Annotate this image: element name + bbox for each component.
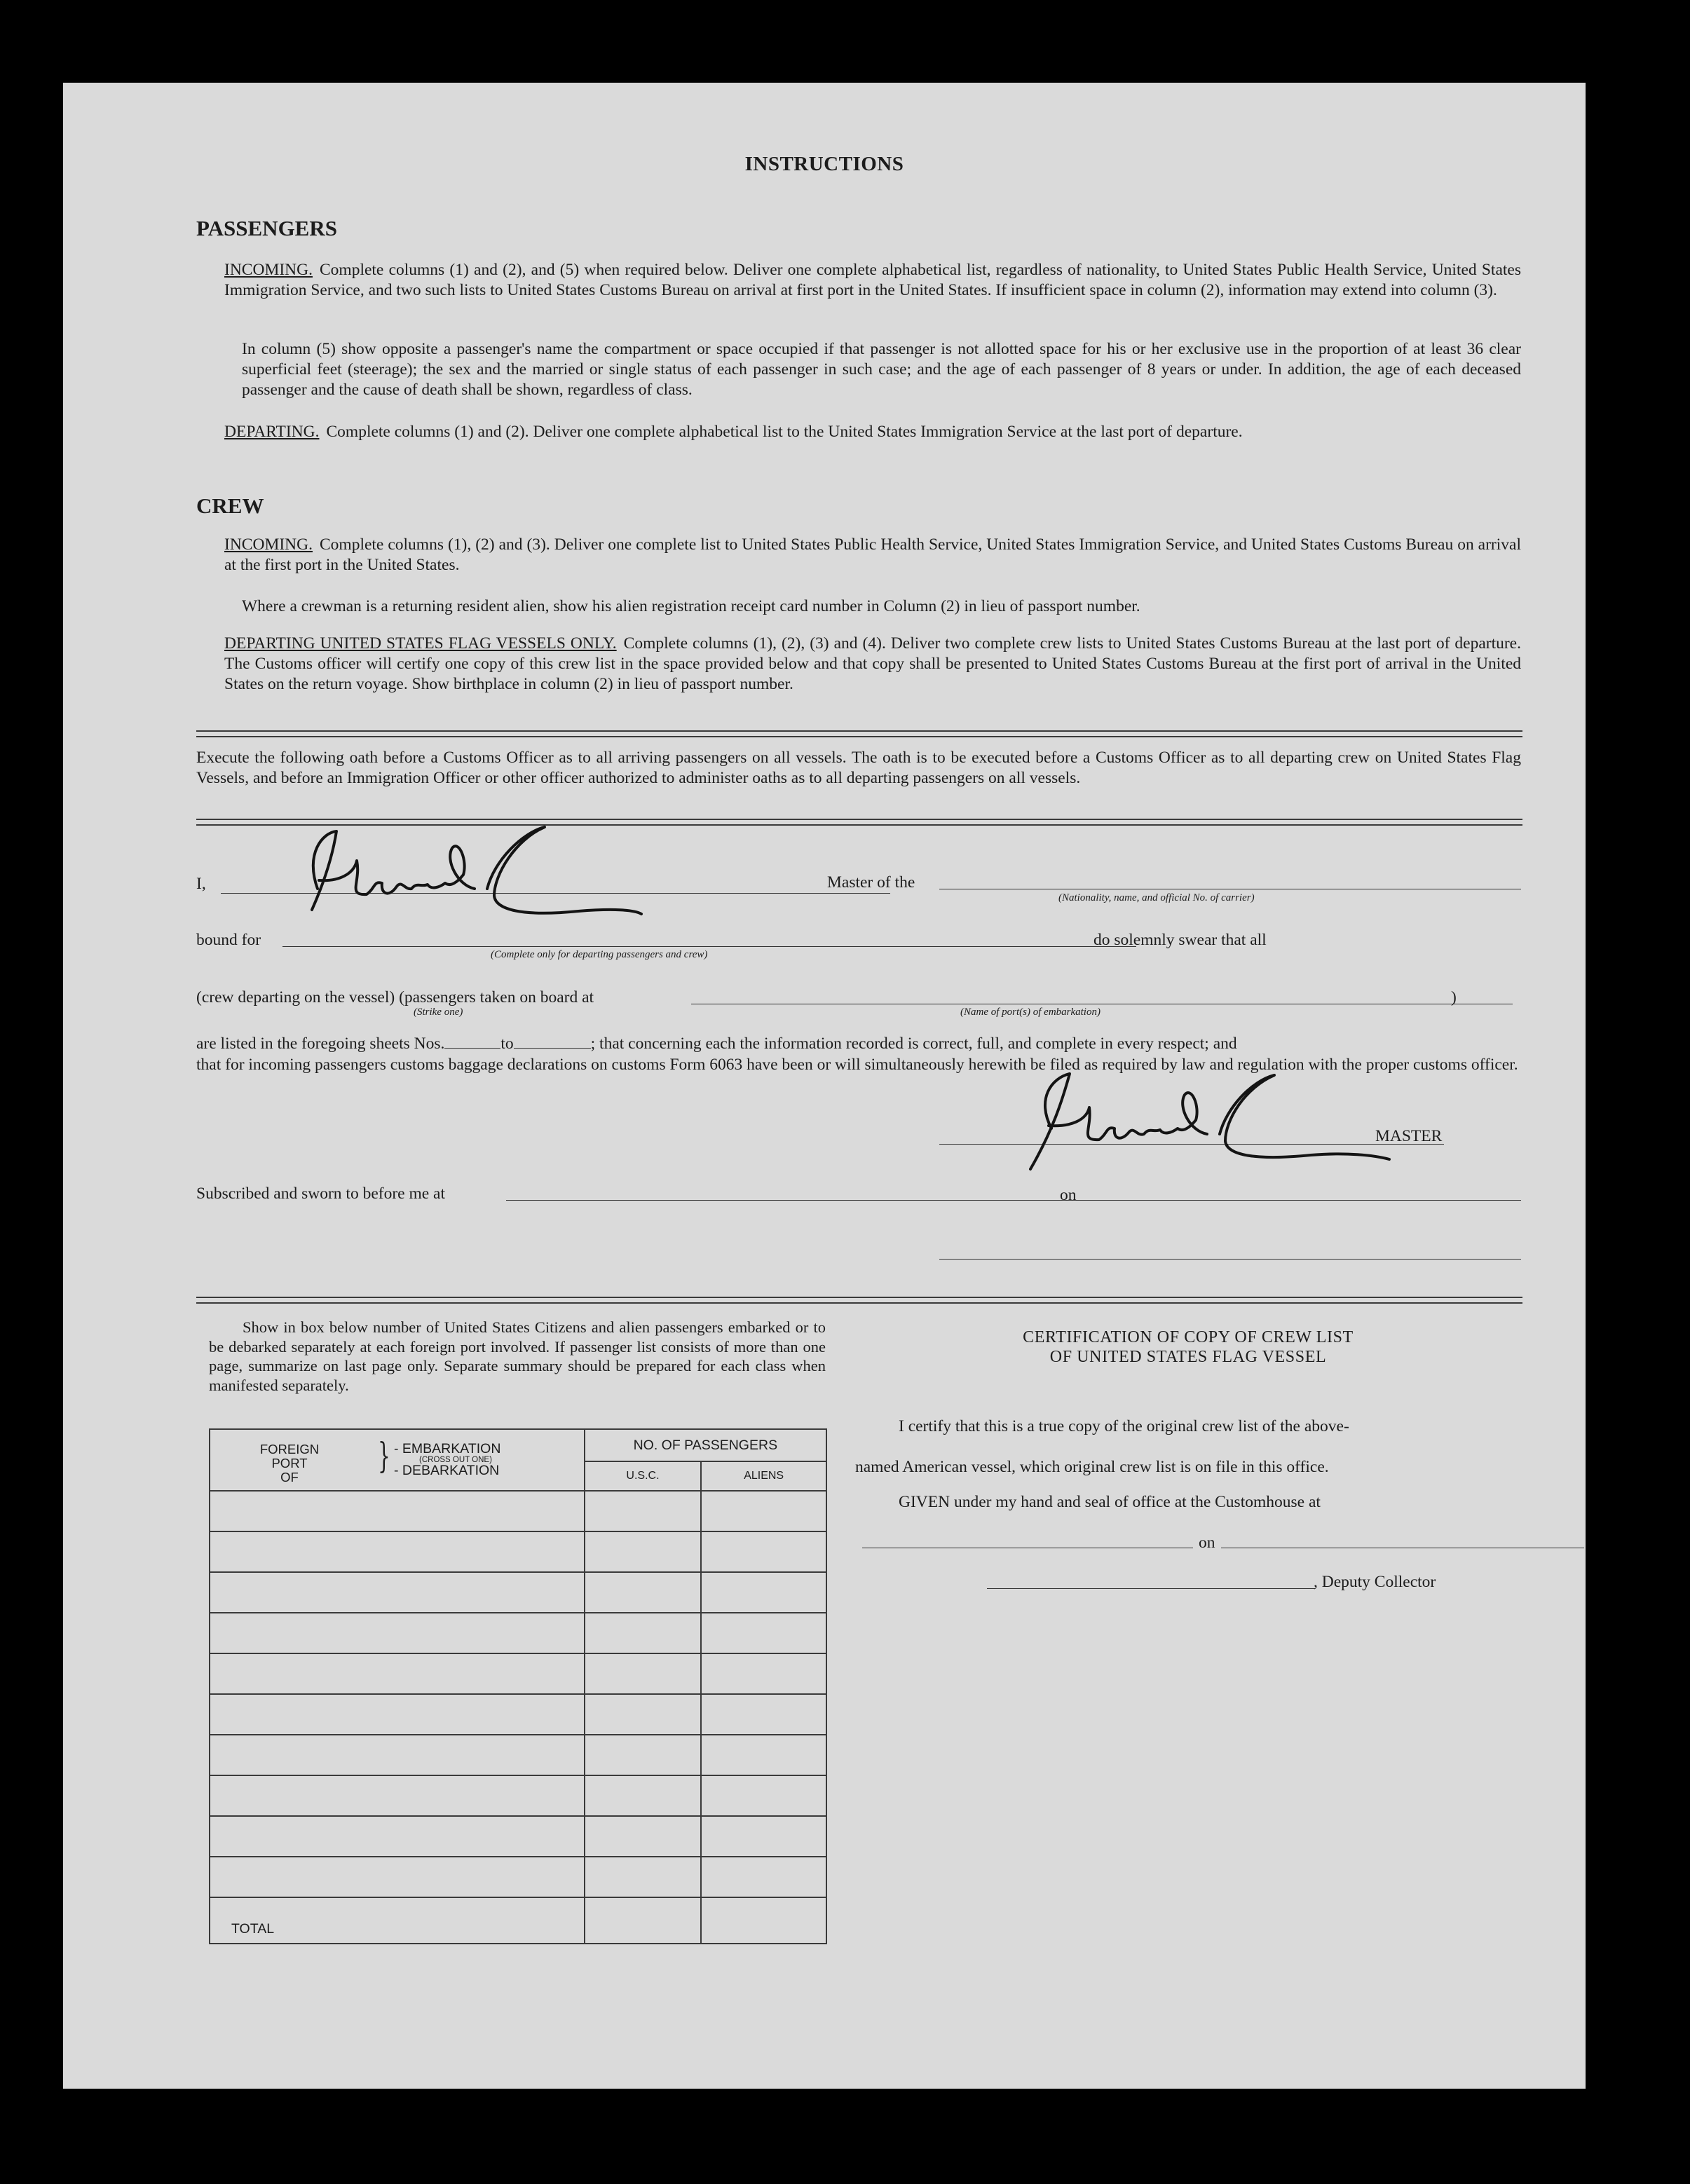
sheets-text-1: are listed in the foregoing sheets Nos. — [196, 1035, 445, 1053]
port-cell[interactable] — [210, 1775, 585, 1816]
crew-incoming-lead: INCOMING. — [224, 535, 313, 554]
table-row — [210, 1613, 826, 1653]
brace-icon: } — [378, 1435, 390, 1476]
of-label: OF — [280, 1470, 299, 1485]
aliens-header: ALIENS — [701, 1461, 826, 1491]
crew-resident-paragraph: Where a crewman is a returning resident alien, show his alien registration receipt card number in Column (2) in lieu of passport number. — [242, 597, 1140, 615]
port-cell[interactable] — [210, 1572, 585, 1613]
usc-total-cell[interactable] — [585, 1897, 702, 1944]
no-of-passengers-header: NO. OF PASSENGERS — [585, 1429, 826, 1461]
crew-departing-lead: DEPARTING UNITED STATES FLAG VESSELS ONLY. — [224, 634, 617, 653]
table-row — [210, 1816, 826, 1857]
aliens-cell[interactable] — [701, 1491, 826, 1531]
usc-cell[interactable] — [585, 1613, 702, 1653]
aliens-cell[interactable] — [701, 1572, 826, 1613]
usc-cell[interactable] — [585, 1775, 702, 1816]
embarkation-label: - EMBARKATION — [394, 1441, 501, 1456]
oath-i-label: I, — [196, 875, 206, 893]
passengers-incoming-paragraph — [224, 260, 1521, 301]
bound-for-caption: (Complete only for departing passengers and crew) — [491, 949, 708, 960]
port-cell[interactable] — [210, 1735, 585, 1775]
on-label: on — [1060, 1186, 1077, 1204]
table-row — [210, 1694, 826, 1735]
table-row — [210, 1572, 826, 1613]
passenger-summary-table — [209, 1428, 827, 1944]
port-header-cell — [210, 1429, 585, 1491]
strike-one-caption: (Strike one) — [414, 1006, 463, 1018]
usc-cell[interactable] — [585, 1694, 702, 1735]
foreign-port-label — [251, 1442, 328, 1485]
aliens-cell[interactable] — [701, 1653, 826, 1694]
certification-title-line1: CERTIFICATION OF COPY OF CREW LIST — [1023, 1328, 1354, 1346]
close-paren: ) — [1451, 988, 1457, 1006]
aliens-total-cell[interactable] — [701, 1897, 826, 1944]
master-of-the-label: Master of the — [827, 873, 915, 892]
instructions-title: INSTRUCTIONS — [744, 153, 904, 175]
master-signature — [284, 812, 648, 945]
aliens-cell[interactable] — [701, 1735, 826, 1775]
summary-instruction: Show in box below number of United States Citizens and alien passengers embarked or to be debarked separately at each foreign port involved. If passenger list consists of more than one page, summarize on last page only. Separate summary should be prepared for each class when manifested separately. — [209, 1318, 826, 1394]
sheets-text-2: ; that concerning each the information recorded is correct, full, and complete in every respect; and — [590, 1035, 1237, 1053]
passengers-departing-paragraph — [224, 422, 1521, 442]
aliens-cell[interactable] — [701, 1857, 826, 1897]
table-row — [210, 1531, 826, 1572]
master-label: MASTER — [1375, 1127, 1443, 1145]
aliens-cell[interactable] — [701, 1531, 826, 1572]
passengers-heading: PASSENGERS — [196, 216, 337, 240]
subscribed-place-field[interactable] — [506, 1200, 1116, 1201]
usc-header: U.S.C. — [585, 1461, 702, 1491]
usc-cell[interactable] — [585, 1531, 702, 1572]
certification-line1: I certify that this is a true copy of the original crew list of the above- — [899, 1417, 1349, 1435]
subscribed-text: Subscribed and sworn to before me at — [196, 1185, 446, 1203]
port-cell[interactable] — [210, 1531, 585, 1572]
port-cell[interactable] — [210, 1613, 585, 1653]
table-row — [210, 1735, 826, 1775]
aliens-cell[interactable] — [701, 1694, 826, 1735]
crew-incoming-text: Complete columns (1), (2) and (3). Deliver one complete list to United States Public Health Service, United States Immigration Service, and United States Customs Bureau on arrival at the first port in the United States. — [224, 535, 1521, 574]
passengers-departing-text: Complete columns (1) and (2). Deliver one complete alphabetical list to the United States Immigration Service at the last port of departure. — [326, 423, 1243, 441]
table-row — [210, 1775, 826, 1816]
embarkation-caption: (Name of port(s) of embarkation) — [960, 1006, 1100, 1018]
usc-cell[interactable] — [585, 1572, 702, 1613]
usc-cell[interactable] — [585, 1816, 702, 1857]
oath-intro: Execute the following oath before a Customs Officer as to all arriving passengers on all vessels. The oath is to be executed before a Customs Officer as to all departing crew on United States Flag Vessels, and before an Immigration Officer or other officer authorized to administer oaths as to all departing passengers on all vessels. — [196, 749, 1521, 787]
table-row — [210, 1491, 826, 1531]
crew-heading: CREW — [196, 493, 264, 518]
divider-rule — [196, 1302, 1522, 1304]
certification-title-line2: OF UNITED STATES FLAG VESSEL — [1049, 1348, 1327, 1366]
total-label: TOTAL — [210, 1897, 585, 1944]
sheets-line — [196, 1035, 1522, 1053]
crew-incoming-paragraph — [224, 535, 1521, 575]
cross-out-label: (CROSS OUT ONE) — [419, 1456, 492, 1464]
aliens-cell[interactable] — [701, 1775, 826, 1816]
vessel-text: (crew departing on the vessel) (passengers taken on board at — [196, 988, 594, 1006]
sheets-to: to — [500, 1035, 514, 1053]
certification-on-label: on — [1193, 1534, 1221, 1552]
port-cell[interactable] — [210, 1694, 585, 1735]
certification-line3: GIVEN under my hand and seal of office at the Customhouse at — [899, 1493, 1321, 1511]
passengers-incoming-text: Complete columns (1) and (2), and (5) when required below. Deliver one complete alphabetical list, regardless of nationality, to United States Public Health Service, United States Immigration Service, and two such lists to United States Customs Bureau on arrival at first port in the United States. If insufficient space in column (2), information may extend into column (3). — [224, 261, 1521, 299]
divider-rule — [196, 736, 1522, 737]
port-cell[interactable] — [210, 1816, 585, 1857]
table-row — [210, 1653, 826, 1694]
usc-cell[interactable] — [585, 1857, 702, 1897]
passengers-column5-paragraph: In column (5) show opposite a passenger's name the compartment or space occupied if that passenger is not allotted space for his or her exclusive use in the proportion of at least 36 clear superficial feet (steerage); the sex and the married or single status of each passenger in such case; and the age of each passenger of 8 years or under. In addition, the age of each deceased passenger and the cause of death shall be shown, regardless of class. — [242, 340, 1521, 399]
deputy-signature-field[interactable] — [987, 1588, 1315, 1589]
certification-line2: named American vessel, which original crew list is on file in this office. — [855, 1458, 1329, 1476]
table-row — [210, 1857, 826, 1897]
aliens-cell[interactable] — [701, 1816, 826, 1857]
carrier-caption: (Nationality, name, and official No. of carrier) — [1058, 892, 1255, 903]
form-sheet — [63, 83, 1586, 2089]
swear-text: do solemnly swear that all — [1093, 931, 1267, 949]
crew-departing-text: Complete columns (1), (2), (3) and (4). Deliver two complete crew lists to United States Customs Bureau at the last port of departure. The Customs officer will certify one copy of this crew list in the space provided below and that copy shall be presented to United States Customs Bureau at the first port of arrival in the United States on the return voyage. Show birthplace in column (2) in lieu of passport number. — [224, 634, 1521, 693]
port-cell[interactable] — [210, 1491, 585, 1531]
divider-rule — [196, 730, 1522, 732]
passengers-departing-lead: DEPARTING. — [224, 423, 320, 441]
usc-cell[interactable] — [585, 1491, 702, 1531]
total-row — [210, 1897, 826, 1944]
usc-cell[interactable] — [585, 1653, 702, 1694]
baggage-text: that for incoming passengers customs baggage declarations on customs Form 6063 have been or will simultaneously herewith be filed as required by law and regulation with the proper customs officer. — [196, 1056, 1518, 1074]
crew-departing-paragraph — [224, 634, 1521, 695]
officer-signature-field[interactable] — [939, 1259, 1521, 1260]
port-cell[interactable] — [210, 1857, 585, 1897]
port-label: PORT — [271, 1456, 308, 1470]
certification-title — [855, 1328, 1521, 1367]
subscribed-date-field[interactable] — [1079, 1200, 1521, 1201]
aliens-cell[interactable] — [701, 1613, 826, 1653]
passengers-incoming-lead: INCOMING. — [224, 261, 313, 279]
debarkation-label: - DEBARKATION — [394, 1463, 500, 1478]
master-signature — [1002, 1064, 1395, 1176]
sheet-from-field[interactable] — [444, 1048, 500, 1049]
foreign-label: FOREIGN — [259, 1442, 320, 1456]
embark-debark-label — [394, 1442, 576, 1477]
table-header-row — [210, 1429, 826, 1461]
sheet-to-field[interactable] — [514, 1048, 591, 1049]
divider-rule — [196, 1297, 1522, 1298]
usc-cell[interactable] — [585, 1735, 702, 1775]
deputy-collector-label: , Deputy Collector — [1314, 1573, 1436, 1591]
bound-for-label: bound for — [196, 931, 261, 949]
port-cell[interactable] — [210, 1653, 585, 1694]
bound-for-field[interactable] — [282, 946, 1136, 947]
